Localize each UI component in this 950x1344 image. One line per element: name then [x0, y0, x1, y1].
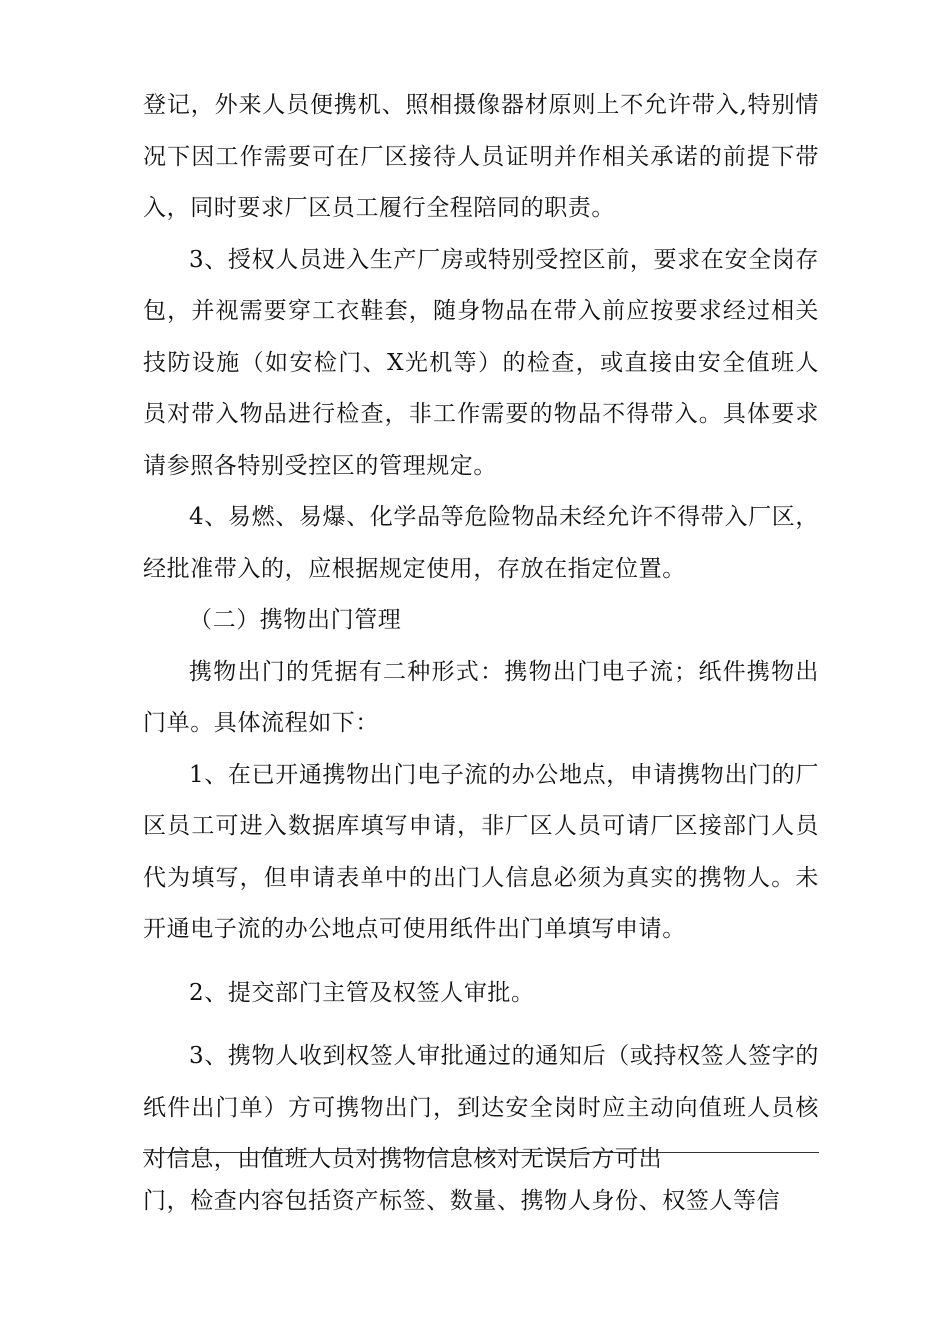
paragraph-step-3-exit: 3、携物人收到权签人审批通过的通知后（或持权签人签字的纸件出门单）方可携物出门，到达安全岗时应主动向值班人员核对信息，由值班人员对携物信息核对无误后方可出 — [143, 1043, 819, 1172]
paragraph-step-2-approve: 2、提交部门主管及权签人审批。 — [189, 979, 535, 1006]
section-heading-carry-out: （二）携物出门管理 — [189, 607, 402, 633]
paragraph-visitor-equipment: 登记，外来人员便携机、照相摄像器材原则上不允许带入,特别情况下因工作需要可在厂区接待人员证明并作相关承诺的前提下带入，同时要求厂区员工履行全程陪同的职责。 — [143, 92, 819, 221]
document-body — [143, 80, 819, 1186]
paragraph-item-3-controlled-area: 3、授权人员进入生产厂房或特别受控区前，要求在安全岗存包，并视需要穿工衣鞋套，随身物品在带入前应按要求经过相关技防设施（如安检门、X光机等）的检查，或直接由安全值班人员对带入物品进行检查，非工作需要的物品不得带入。具体要求请参照各特别受控区的管理规定。 — [143, 246, 819, 479]
continuation-text: 门，检查内容包括资产标签、数量、携物人身份、权签人等信 — [143, 1188, 781, 1214]
paragraph-carry-out-forms: 携物出门的凭据有二种形式：携物出门电子流；纸件携物出门单。具体流程如下： — [143, 658, 819, 736]
page-break-divider — [143, 1152, 819, 1153]
paragraph-step-1-apply: 1、在已开通携物出门电子流的办公地点，申请携物出门的厂区员工可进入数据库填写申请，非厂区人员可请厂区接部门人员代为填写，但申请表单中的出门人信息必须为真实的携物人。未开通电子流的办公地点可使用纸件出门单填写申请。 — [143, 761, 819, 942]
paragraph-item-4-hazardous-goods: 4、易燃、易爆、化学品等危险物品未经允许不得带入厂区，经批准带入的，应根据规定使用，存放在指定位置。 — [143, 504, 819, 582]
